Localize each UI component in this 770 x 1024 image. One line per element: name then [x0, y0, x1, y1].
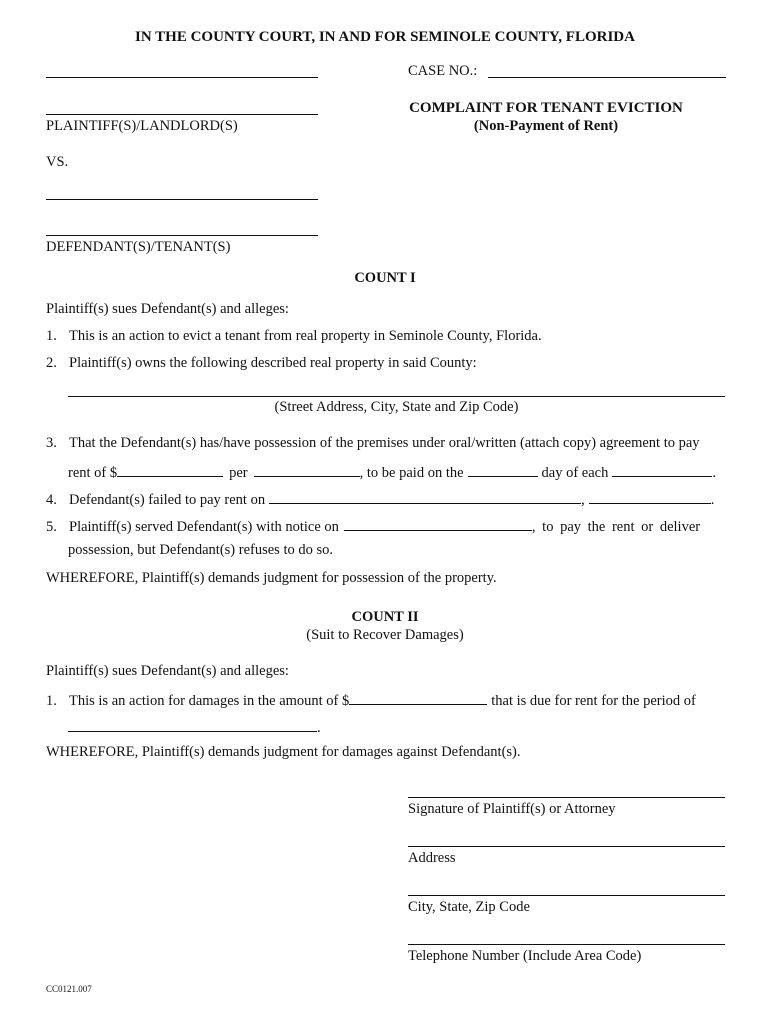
item-number: 3. [46, 435, 57, 451]
address-label: Address [408, 850, 456, 866]
rent-amount-field[interactable] [117, 463, 223, 477]
pay-day-field[interactable] [468, 463, 538, 477]
complaint-subtitle: (Non-Payment of Rent) [473, 118, 619, 134]
item-text: Defendant(s) failed to pay rent on [69, 492, 266, 508]
item-text: Plaintiff(s) served Defendant(s) with notice on [69, 519, 339, 535]
sentence-end: . [712, 465, 716, 481]
item-number: 4. [46, 492, 57, 508]
plaintiff-label: PLAINTIFF(S)/LANDLORD(S) [46, 118, 238, 134]
signature-label: Signature of Plaintiff(s) or Attorney [408, 801, 616, 817]
telephone-field[interactable] [408, 944, 725, 945]
item-text: That the Defendant(s) has/have possession of the premises under oral/written (attach copy) agreement to pay [69, 435, 700, 451]
item-text: Plaintiff(s) owns the following described real property in said County: [69, 355, 477, 371]
unpaid-rent-year-field[interactable] [589, 490, 711, 504]
per-label: per [229, 465, 248, 481]
item-number: 2. [46, 355, 57, 371]
item-text: This is an action to evict a tenant from real property in Seminole County, Florida. [69, 328, 542, 344]
vs-label: VS. [46, 154, 69, 170]
count-1-item-3-rent-line [68, 463, 716, 481]
count-1-item-1 [46, 329, 542, 344]
defendant-label: DEFENDANT(S)/TENANT(S) [46, 239, 231, 255]
count-2-item-1 [46, 691, 696, 709]
rent-period-field[interactable] [254, 463, 360, 477]
pay-interval-field[interactable] [612, 463, 712, 477]
count-1-wherefore: WHEREFORE, Plaintiff(s) demands judgment for possession of the property. [46, 570, 497, 586]
count-1-intro: Plaintiff(s) sues Defendant(s) and alleges: [46, 301, 289, 317]
court-title: IN THE COUNTY COURT, IN AND FOR SEMINOLE COUNTY, FLORIDA [135, 29, 635, 45]
rent-of-label: rent of $ [68, 465, 118, 481]
count-2-heading: COUNT II [351, 609, 419, 625]
plaintiff-name-line-1[interactable] [46, 77, 318, 78]
case-no-field[interactable] [488, 77, 726, 78]
sentence-end: . [710, 492, 715, 508]
count-2-item-1-period [68, 718, 321, 736]
item-number: 1. [46, 693, 57, 709]
item-number: 1. [46, 328, 57, 344]
item-text-after: , to pay the rent or deliver [531, 519, 701, 535]
unpaid-rent-date-field[interactable] [269, 490, 581, 504]
count-2-wherefore: WHEREFORE, Plaintiff(s) demands judgment for damages against Defendant(s). [46, 744, 521, 760]
count-1-item-4 [46, 490, 714, 508]
address-caption: (Street Address, City, State and Zip Code) [274, 399, 519, 415]
sentence-end: . [317, 720, 321, 736]
property-address-field[interactable] [68, 396, 725, 397]
count-1-item-5-continued: possession, but Defendant(s) refuses to do so. [68, 542, 333, 558]
address-field[interactable] [408, 846, 725, 847]
defendant-name-line-2[interactable] [46, 235, 318, 236]
signature-field[interactable] [408, 797, 725, 798]
count-1-item-2 [46, 356, 477, 371]
case-no-label: CASE NO.: [408, 63, 478, 79]
telephone-label: Telephone Number (Include Area Code) [408, 948, 642, 964]
count-2-subheading: (Suit to Recover Damages) [306, 627, 464, 643]
count-2-intro: Plaintiff(s) sues Defendant(s) and alleges: [46, 663, 289, 679]
complaint-title: COMPLAINT FOR TENANT EVICTION [409, 100, 683, 116]
day-of-each-label: day of each [541, 465, 609, 481]
rent-period-dates-field[interactable] [68, 718, 317, 732]
notice-date-field[interactable] [344, 517, 532, 531]
plaintiff-name-line-2[interactable] [46, 114, 318, 115]
count-1-heading: COUNT I [354, 270, 416, 286]
city-state-zip-label: City, State, Zip Code [408, 899, 530, 915]
item-text: This is an action for damages in the amount of $ [69, 693, 350, 709]
item-number: 5. [46, 519, 57, 535]
count-1-item-3 [46, 436, 700, 451]
comma: , [581, 492, 585, 508]
item-text-after: that is due for rent for the period of [491, 693, 696, 709]
paid-on-label: , to be paid on the [359, 465, 464, 481]
city-state-zip-field[interactable] [408, 895, 725, 896]
form-code: CC0121.007 [46, 984, 92, 994]
count-1-item-5 [46, 517, 700, 535]
defendant-name-line-1[interactable] [46, 199, 318, 200]
damages-amount-field[interactable] [349, 691, 487, 705]
